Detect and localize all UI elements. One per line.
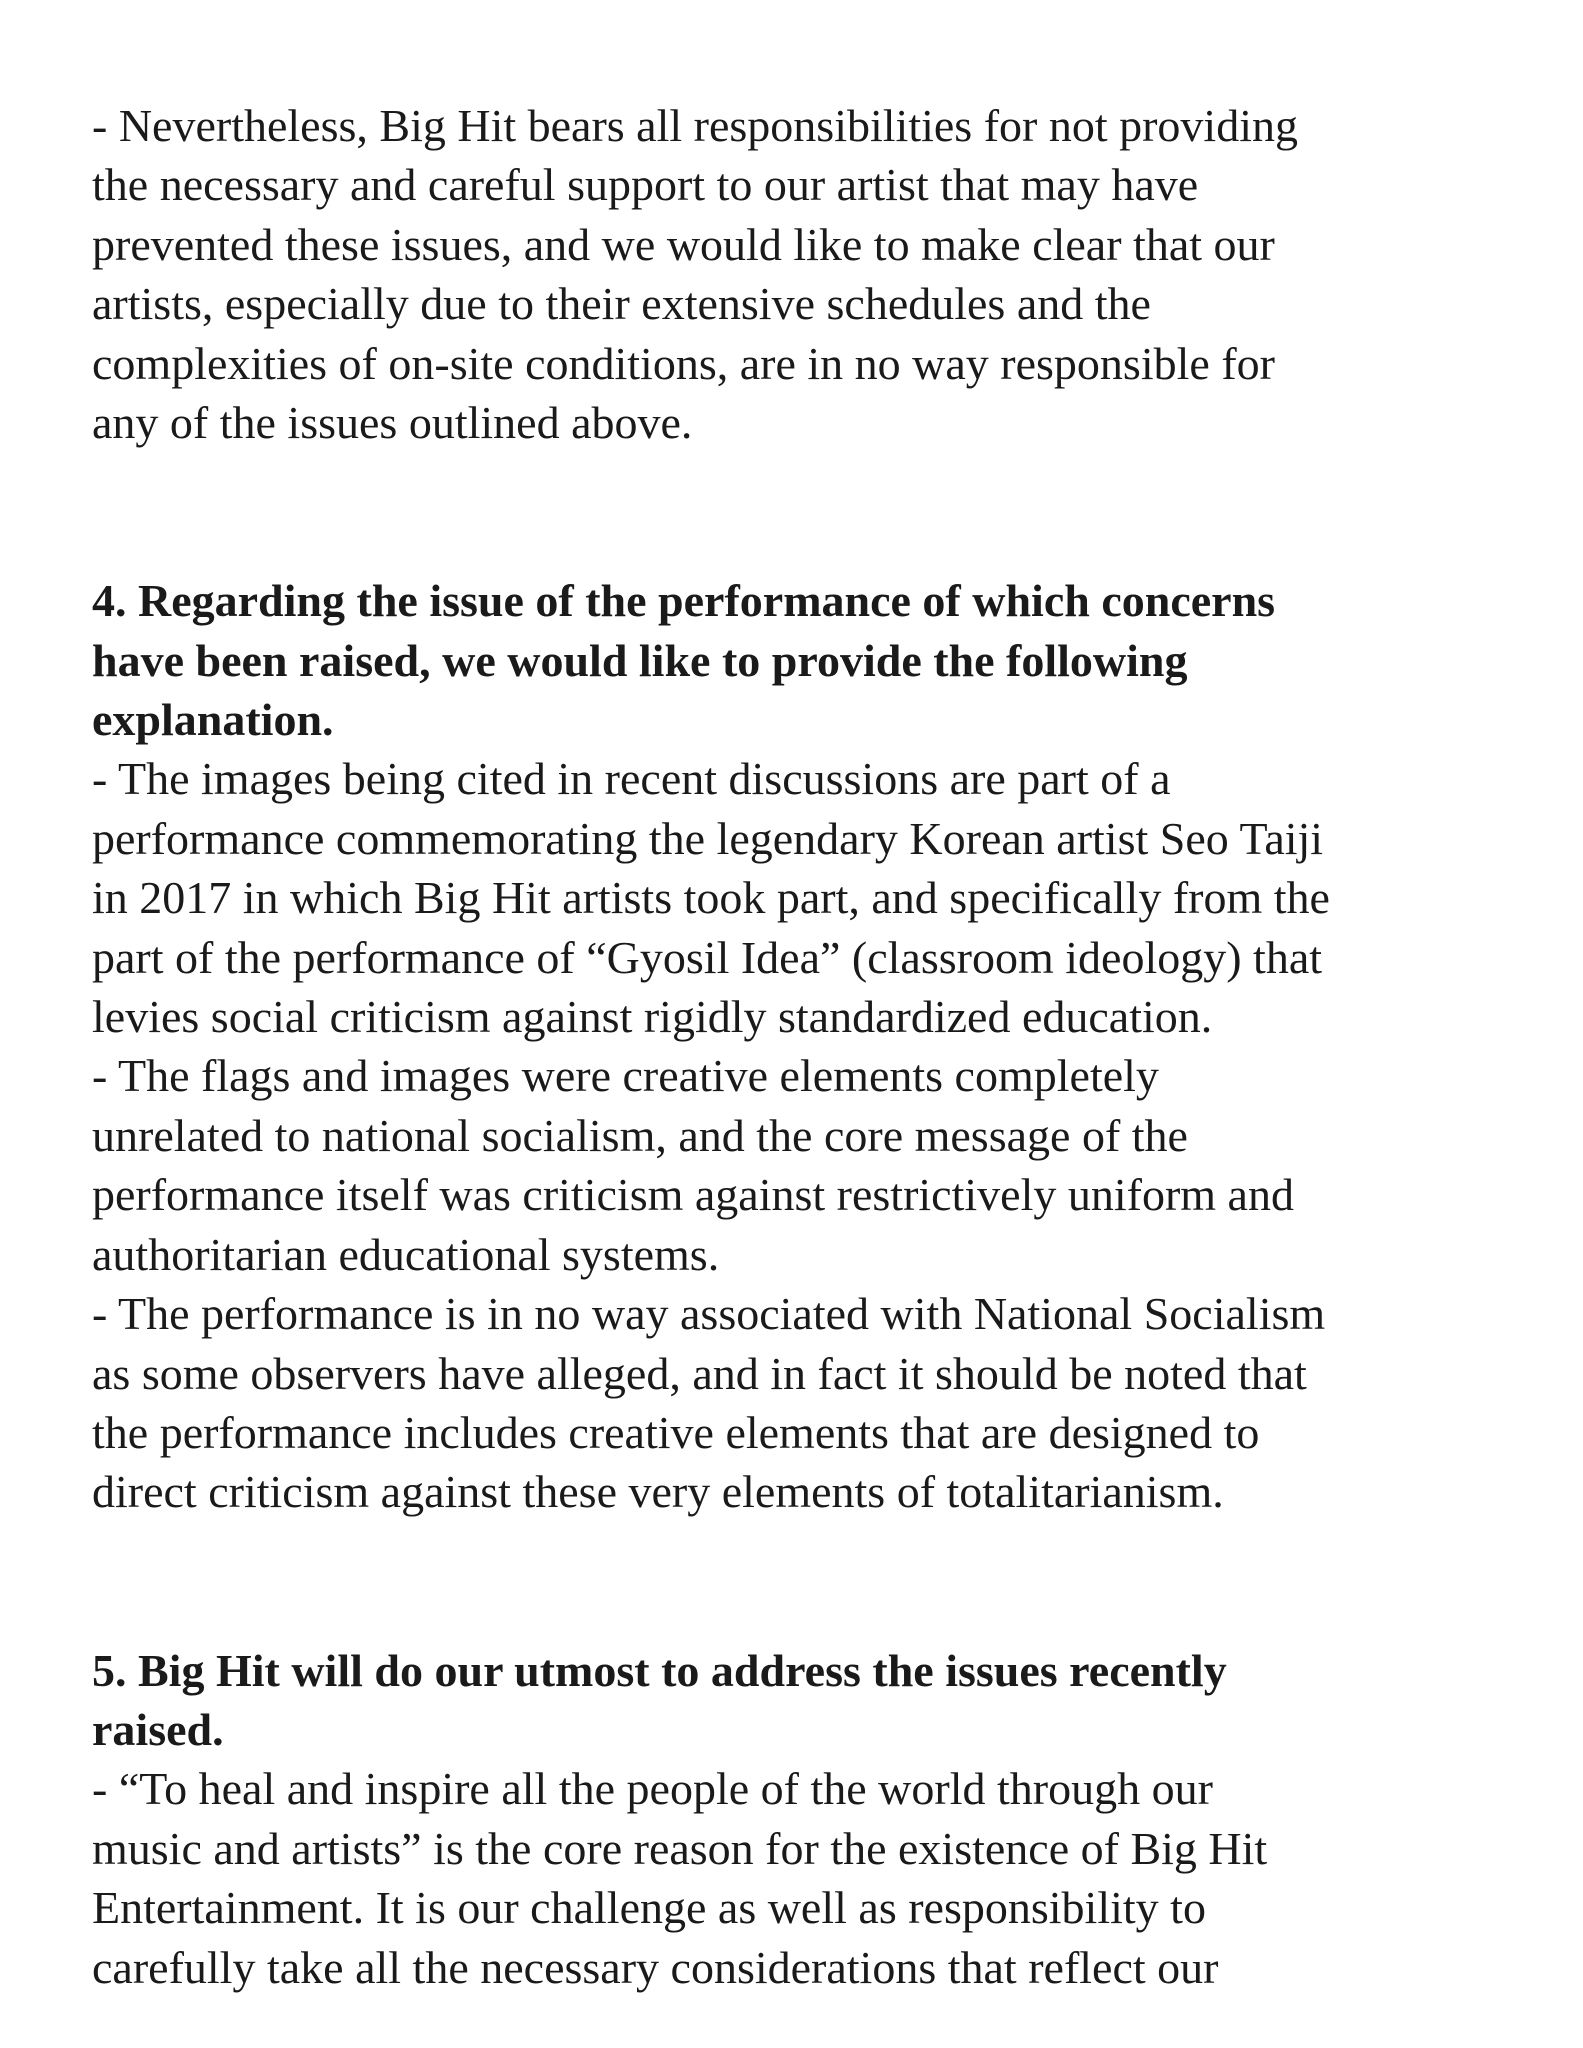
text-line: music and artists” is the core reason for the existence of Big Hit [92, 1822, 1268, 1874]
text-line: - The images being cited in recent discussions are part of a [92, 753, 1171, 805]
paragraph-spacer [92, 1522, 1512, 1641]
paragraph-spacer [92, 452, 1512, 571]
text-line: - “To heal and inspire all the people of the world through our [92, 1763, 1213, 1815]
text-line: - Nevertheless, Big Hit bears all responsibilities for not providing [92, 100, 1298, 151]
document-body [92, 96, 1512, 1997]
text-line: Entertainment. It is our challenge as well as responsibility to [92, 1882, 1206, 1934]
text-line: performance itself was criticism against restrictively uniform and [92, 1169, 1294, 1221]
text-line: any of the issues outlined above. [92, 397, 693, 449]
section-5-body [92, 1759, 1512, 1997]
heading-line: 4. Regarding the issue of the performance of which concerns [92, 575, 1276, 627]
section-5-heading [92, 1641, 1512, 1760]
intro-paragraph [92, 96, 1512, 452]
text-line: performance commemorating the legendary Korean artist Seo Taiji [92, 812, 1324, 864]
section-4-body [92, 749, 1512, 1521]
text-line: - The performance is in no way associated with National Socialism [92, 1288, 1326, 1340]
text-line: direct criticism against these very elements of totalitarianism. [92, 1466, 1224, 1518]
text-line: artists, especially due to their extensive schedules and the [92, 278, 1151, 330]
text-line: prevented these issues, and we would like to make clear that our [92, 218, 1275, 270]
text-line: as some observers have alleged, and in fact it should be noted that [92, 1347, 1307, 1399]
heading-line: 5. Big Hit will do our utmost to address the issues recently [92, 1644, 1227, 1696]
heading-line: explanation. [92, 694, 334, 746]
text-line: complexities of on-site conditions, are in no way responsible for [92, 337, 1275, 389]
text-line: unrelated to national socialism, and the core message of the [92, 1109, 1188, 1161]
text-line: authoritarian educational systems. [92, 1228, 720, 1280]
text-line: the performance includes creative elements that are designed to [92, 1406, 1260, 1458]
text-line: in 2017 in which Big Hit artists took part, and specifically from the [92, 872, 1330, 924]
text-line: the necessary and careful support to our artist that may have [92, 159, 1199, 211]
heading-line: have been raised, we would like to provide the following [92, 634, 1188, 686]
heading-line: raised. [92, 1703, 224, 1755]
section-4-heading [92, 571, 1512, 749]
text-line: - The flags and images were creative elements completely [92, 1050, 1159, 1102]
text-line: part of the performance of “Gyosil Idea” (classroom ideology) that [92, 931, 1323, 983]
text-line: carefully take all the necessary considerations that reflect our [92, 1941, 1219, 1993]
text-line: levies social criticism against rigidly standardized education. [92, 991, 1213, 1043]
